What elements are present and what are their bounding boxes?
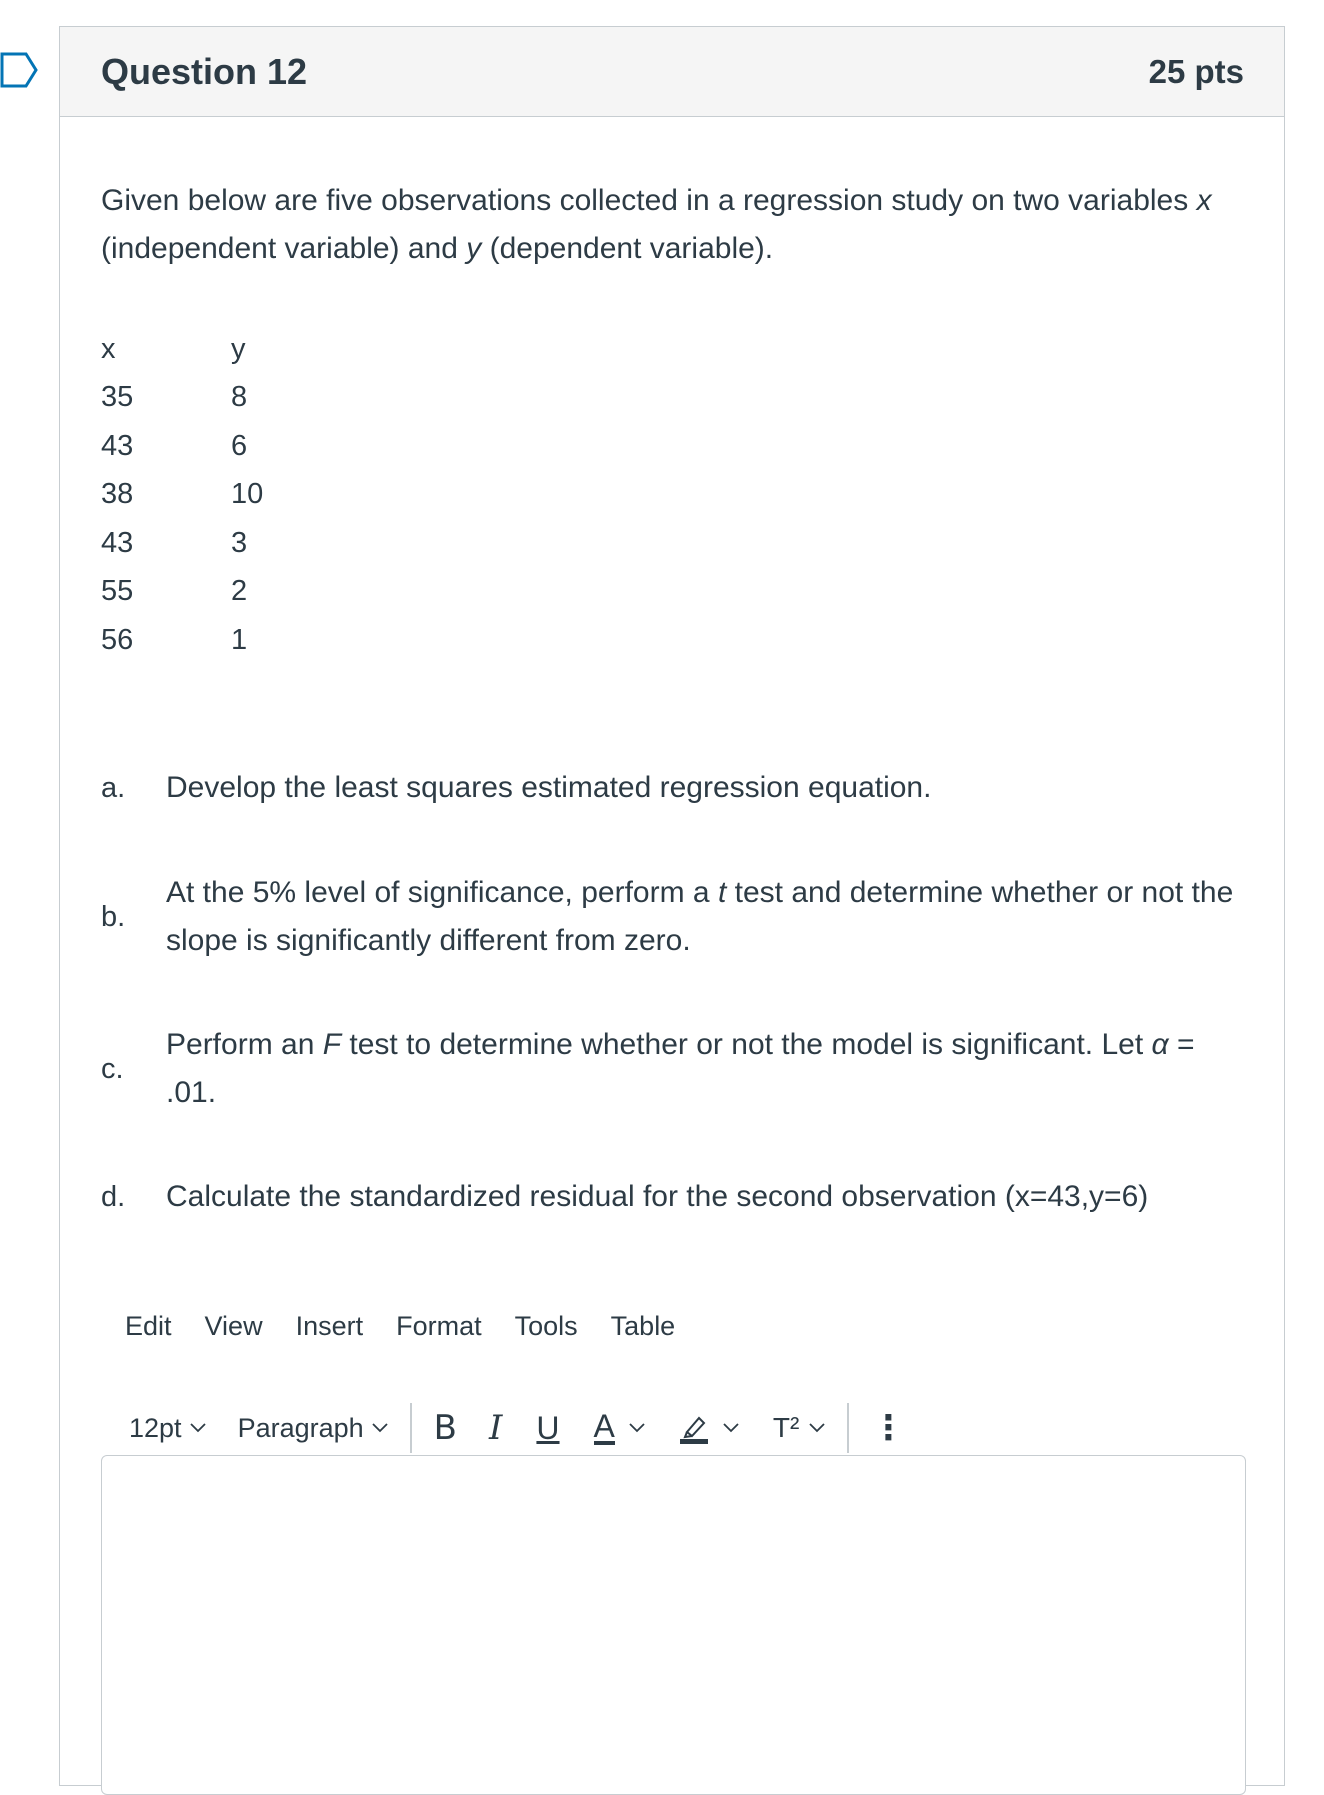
menu-edit[interactable]: Edit	[125, 1311, 172, 1341]
underline-button[interactable]: U	[536, 1409, 560, 1446]
menu-tools[interactable]: Tools	[514, 1311, 578, 1341]
editor-menubar	[125, 1311, 708, 1342]
flag-question-icon[interactable]	[0, 52, 38, 88]
superscript-button[interactable]	[773, 1412, 825, 1444]
table-row	[101, 374, 331, 423]
more-options-button[interactable]: ⋮	[871, 1409, 906, 1447]
toolbar-separator	[847, 1403, 849, 1453]
cell-y: 8	[231, 381, 248, 414]
chevron-down-icon	[629, 1423, 645, 1433]
text-color-button[interactable]	[593, 1408, 645, 1445]
question-title: Question 12	[101, 50, 308, 92]
cell-y: 10	[231, 478, 264, 511]
question-intro: Given below are five observations collected in a regression study on two variables x (independent variable) and y (dependent variable).	[101, 184, 1212, 265]
part-d	[101, 1173, 1251, 1221]
part-text: Perform an F test to determine whether or not the model is significant. Let α = .01.	[166, 1028, 1195, 1109]
cell-x: 43	[101, 429, 134, 462]
part-a	[101, 764, 1251, 812]
table-header-row	[101, 325, 331, 374]
part-b	[101, 869, 1251, 965]
highlighter-icon	[679, 1412, 709, 1444]
table-row	[101, 471, 331, 520]
answer-editor[interactable]	[101, 1455, 1246, 1795]
bold-button[interactable]: B	[433, 1408, 457, 1448]
cell-y: 3	[231, 526, 248, 559]
question-header	[60, 27, 1284, 117]
cell-x: 55	[101, 575, 134, 608]
menu-table[interactable]: Table	[610, 1311, 676, 1341]
part-letter: d.	[101, 1181, 126, 1213]
cell-y: 2	[231, 575, 248, 608]
column-header-y: y	[231, 332, 246, 365]
highlight-color-button[interactable]	[679, 1412, 739, 1444]
part-text: At the 5% level of significance, perform a t test and determine whether or not the slope is significantly different from zero.	[166, 876, 1234, 957]
cell-x: 56	[101, 623, 134, 656]
superscript-icon: T²	[772, 1412, 800, 1443]
block-format-select[interactable]	[238, 1413, 388, 1444]
menu-insert[interactable]: Insert	[295, 1311, 364, 1341]
chevron-down-icon	[723, 1423, 739, 1433]
cell-x: 43	[101, 526, 134, 559]
italic-button[interactable]: I	[488, 1408, 503, 1448]
part-letter: b.	[101, 901, 126, 933]
table-row	[101, 568, 331, 617]
block-format-value: Paragraph	[237, 1412, 364, 1443]
question-card	[59, 26, 1285, 1786]
column-header-x: x	[101, 332, 116, 365]
chevron-down-icon	[190, 1423, 206, 1433]
font-size-select[interactable]	[129, 1413, 206, 1444]
menu-format[interactable]: Format	[396, 1311, 482, 1341]
part-letter: c.	[101, 1053, 124, 1085]
editor-toolbar	[129, 1403, 905, 1453]
question-points: 25 pts	[1148, 52, 1244, 90]
table-row	[101, 616, 331, 665]
text-color-icon: A	[593, 1408, 615, 1444]
font-size-value: 12pt	[129, 1412, 182, 1443]
part-letter: a.	[101, 772, 126, 804]
observations-table	[101, 325, 331, 665]
chevron-down-icon	[372, 1423, 388, 1433]
cell-y: 1	[231, 623, 248, 656]
toolbar-separator	[410, 1403, 412, 1453]
cell-x: 35	[101, 381, 134, 414]
part-text: Calculate the standardized residual for the second observation (x=43,y=6)	[166, 1180, 1149, 1213]
table-row	[101, 422, 331, 471]
menu-view[interactable]: View	[204, 1311, 263, 1341]
table-row	[101, 519, 331, 568]
cell-y: 6	[231, 429, 248, 462]
cell-x: 38	[101, 478, 134, 511]
part-text: Develop the least squares estimated regression equation.	[166, 771, 932, 804]
chevron-down-icon	[809, 1423, 825, 1433]
part-c	[101, 1021, 1251, 1117]
